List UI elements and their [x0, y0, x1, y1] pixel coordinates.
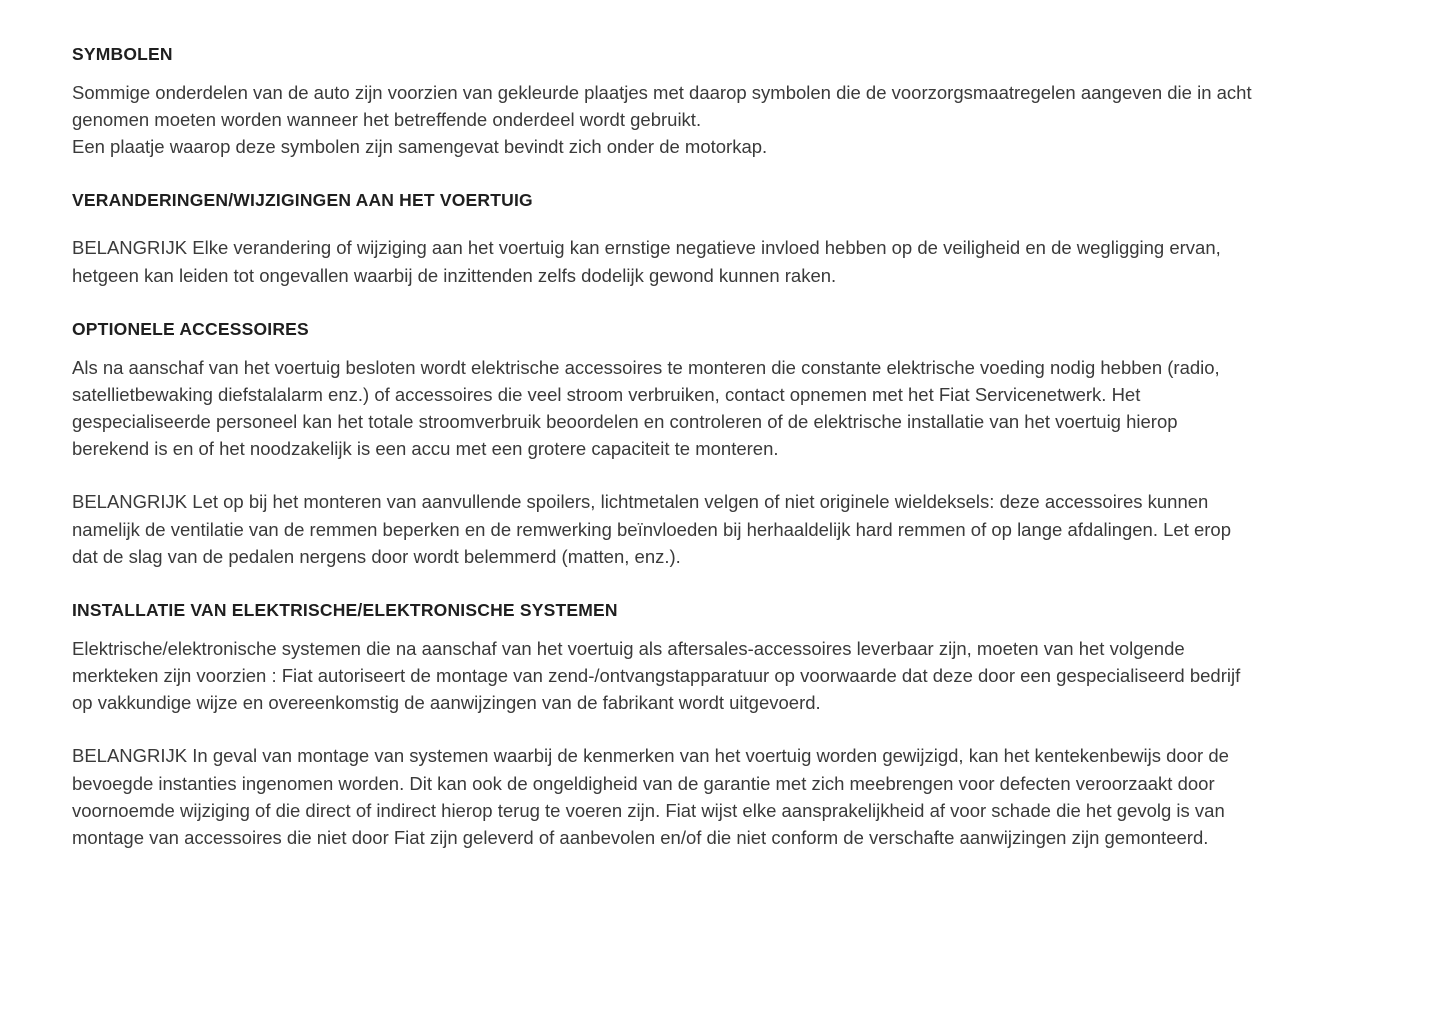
section-paragraph-symbolen-1: Sommige onderdelen van de auto zijn voorzien van gekleurde plaatjes met daarop symbolen die de voorzorgsmaatregelen aangeven die in acht genomen moeten worden wanneer het betreffende onderdeel wordt gebruikt. Een plaatje waarop deze symbolen zijn samengevat bevindt zich onder de motorkap.	[72, 81, 1252, 158]
section-installatie	[72, 600, 1255, 851]
section-symbolen	[72, 44, 1255, 160]
section-paragraph-optionele-accessoires-1: Als na aanschaf van het voertuig besloten wordt elektrische accessoires te monteren die constante elektrische voeding nodig hebben (radio, satellietbewaking diefstalalarm enz.) of accessoires die veel stroom verbruiken, contact opnemen met het Fiat Servicenetwerk. Het gespecialiseerde personeel kan het totale stroomverbruik beoordelen en controleren of de elektrische installatie van het voertuig hierop berekend is en of het noodzakelijk is een accu met een grotere capaciteit te monteren.	[72, 356, 1220, 460]
section-veranderingen	[72, 190, 1255, 288]
section-paragraph-veranderingen-1: BELANGRIJK Elke verandering of wijziging aan het voertuig kan ernstige negatieve invloed hebben op de veiligheid en de wegligging ervan, hetgeen kan leiden tot ongevallen waarbij de inzittenden zelfs dodelijk gewond kunnen raken.	[72, 237, 1221, 286]
section-paragraph-optionele-accessoires-2: BELANGRIJK Let op bij het monteren van aanvullende spoilers, lichtmetalen velgen of niet originele wieldeksels: deze accessoires kunnen namelijk de ventilatie van de remmen beperken en de remwerking beïnvloeden bij herhaaldelijk hard remmen of op lange afdalingen. Let erop dat de slag van de pedalen nergens door wordt belemmerd (matten, enz.).	[72, 491, 1232, 567]
section-paragraph-installatie-2: BELANGRIJK In geval van montage van systemen waarbij de kenmerken van het voertuig worden gewijzigd, kan het kentekenbewijs door de bevoegde instanties ingenomen worden. Dit kan ook de ongeldigheid van de garantie met zich meebrengen voor defecten veroorzaakt door voornoemde wijziging of die direct of indirect hierop terug te voeren zijn. Fiat wijst elke aansprakelijkheid af voor schade die het gevolg is van montage van accessoires die niet door Fiat zijn geleverd of aanbevolen en/of die niet conform de verschafte aanwijzingen zijn gemonteerd.	[72, 745, 1229, 848]
section-optionele-accessoires	[72, 319, 1255, 570]
section-heading-veranderingen: VERANDERINGEN/WIJZIGINGEN AAN HET VOERTUIG	[72, 190, 533, 211]
section-heading-installatie: INSTALLATIE VAN ELEKTRISCHE/ELEKTRONISCHE SYSTEMEN	[72, 599, 618, 620]
section-paragraph-installatie-1: Elektrische/elektronische systemen die na aanschaf van het voertuig als aftersales-accessoires leverbaar zijn, moeten van het volgende merkteken zijn voorzien : Fiat autoriseert de montage van zend-/ontvangstapparatuur op voorwaarde dat deze door een gespecialiseerd bedrijf op vakkundige wijze en overeenkomstig de aanwijzingen van de fabrikant wordt uitgevoerd.	[72, 637, 1241, 714]
section-heading-optionele-accessoires: OPTIONELE ACCESSOIRES	[72, 318, 309, 339]
section-heading-symbolen: SYMBOLEN	[72, 44, 173, 64]
